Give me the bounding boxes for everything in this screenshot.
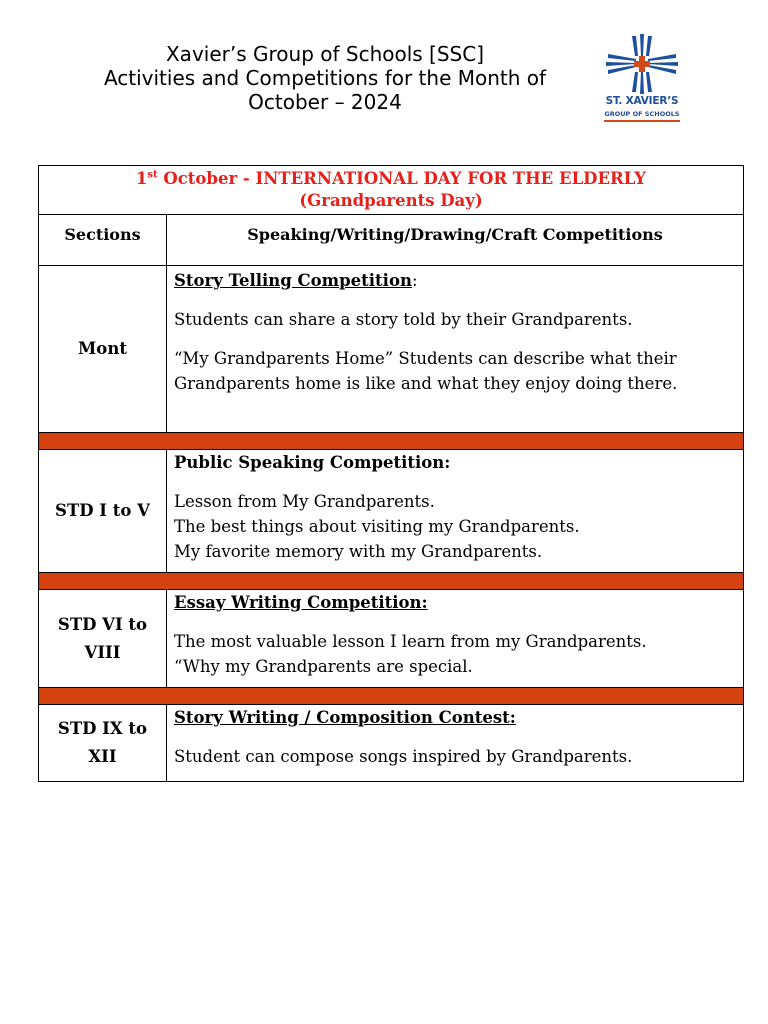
competition-line: Students can share a story told by their Grandparents.: [174, 310, 633, 329]
header-line-3: October – 2024: [248, 90, 402, 114]
table-title: [39, 166, 744, 215]
row-separator: [39, 688, 744, 705]
section-name: [39, 590, 167, 688]
section-label-line-2: VIII: [84, 642, 121, 662]
title-text: October - INTERNATIONAL DAY FOR THE ELDERLY: [157, 169, 647, 188]
competition-details: [167, 705, 744, 782]
table-row: [39, 705, 744, 782]
competition-title: Story Writing / Composition Contest:: [174, 708, 516, 727]
competition-details: [167, 450, 744, 573]
table-row: [39, 450, 744, 573]
header-line-2: Activities and Competitions for the Month of: [103, 66, 547, 90]
section-label: Mont: [78, 339, 127, 358]
section-label: STD I to V: [55, 501, 150, 520]
section-label-line-1: STD IX to: [57, 719, 148, 738]
section-name: [39, 705, 167, 782]
title-ordinal: st: [147, 169, 158, 181]
logo-name: ST. XAVIER’S: [605, 95, 679, 107]
row-separator: [39, 433, 744, 450]
competition-line: “Why my Grandparents are special.: [174, 657, 473, 676]
section-label-line-2: XII: [88, 747, 117, 766]
table-row: [39, 590, 744, 688]
competition-line: Lesson from My Grandparents.: [174, 492, 435, 511]
competition-line: The best things about visiting my Grandparents.: [174, 517, 580, 536]
competition-line: “My Grandparents Home” Students can describe what their Grandparents home is like and what they enjoy doing there.: [174, 349, 678, 393]
title-day: 1: [135, 169, 148, 188]
competition-title-suffix: :: [411, 271, 418, 290]
logo-subtitle: GROUP OF SCHOOLS: [604, 110, 680, 118]
title-subtitle: (Grandparents Day): [299, 191, 483, 210]
row-separator: [39, 573, 744, 590]
section-label-line-1: STD VI to: [57, 614, 148, 634]
logo-underline: [604, 120, 680, 122]
column-header-competitions: Speaking/Writing/Drawing/Craft Competitions: [167, 215, 744, 266]
column-header-sections: Sections: [39, 215, 167, 266]
school-logo: [596, 32, 688, 128]
cross-emblem-icon: [596, 32, 688, 94]
header-line-1: Xavier’s Group of Schools [SSC]: [165, 42, 485, 66]
competition-line: My favorite memory with my Grandparents.: [174, 542, 543, 561]
competition-details: [167, 590, 744, 688]
competition-title: Essay Writing Competition:: [174, 593, 428, 612]
competition-title: Story Telling Competition: [174, 271, 412, 290]
competitions-table: [38, 165, 744, 782]
document-header: [60, 42, 590, 114]
competition-line: The most valuable lesson I learn from my Grandparents.: [174, 632, 647, 651]
competition-title: Public Speaking Competition:: [174, 453, 451, 472]
competition-line: Student can compose songs inspired by Grandparents.: [174, 747, 633, 766]
section-name: [39, 266, 167, 433]
competition-details: [167, 266, 744, 433]
section-name: [39, 450, 167, 573]
table-row: [39, 266, 744, 433]
